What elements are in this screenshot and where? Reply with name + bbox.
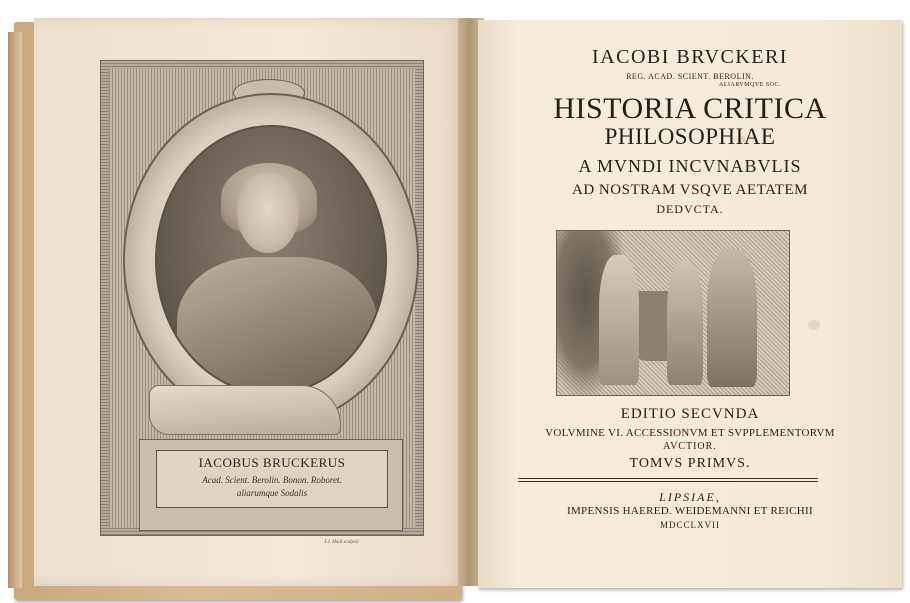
artist-signature: J.J. Haid sculpsit <box>324 540 359 545</box>
portrait-oval <box>155 125 387 395</box>
rule <box>518 481 818 482</box>
pedestal <box>139 439 403 531</box>
place-line: LIPSIAE, <box>659 490 721 504</box>
title-line-2: PHILOSOPHIAE <box>604 124 776 149</box>
engraving-background <box>109 69 415 527</box>
publisher-line: IMPENSIS HAERED. WEIDEMANNI ET REICHII <box>567 505 813 517</box>
robe <box>177 257 377 395</box>
title-line-5: DEDVCTA. <box>656 202 724 216</box>
portrait-subtitle-2: aliarumque Sodalis <box>236 488 308 498</box>
academy-line-2: ALIARVMQVE SOC. <box>718 82 782 88</box>
tome-line: TOMVS PRIMVS. <box>629 456 751 471</box>
auctior-line: AVCTIOR. <box>663 441 717 452</box>
figure-right <box>707 249 757 387</box>
author-name: IACOBI BRVCKERI <box>592 46 788 68</box>
face <box>237 173 299 253</box>
frontispiece-page <box>34 18 464 586</box>
oval-frame <box>123 93 419 427</box>
portrait-engraving <box>100 60 424 536</box>
figure-center <box>667 261 703 385</box>
cover-edge <box>8 32 22 588</box>
figure-left <box>599 255 639 385</box>
academy-line: REG. ACAD. SCIENT. BEROLIN. <box>626 72 754 81</box>
portrait-subtitle-1: Acad. Scient. Berolin. Bonon. Roboret. <box>202 475 342 485</box>
rule <box>518 478 818 479</box>
portrait-caption: IACOBUS BRUCKERUS <box>198 455 346 470</box>
year-line: MDCCLXVII <box>660 520 720 530</box>
foxing-spot <box>808 320 820 330</box>
open-book <box>8 4 904 598</box>
title-line-1: HISTORIA CRITICA <box>553 92 827 125</box>
edition-line: EDITIO SECVNDA <box>620 406 760 422</box>
allegorical-vignette <box>556 230 790 396</box>
volume-note: VOLVMINE VI. ACCESSIONVM ET SVPPLEMENTORVM <box>545 427 835 439</box>
title-line-3: A MVNDI INCVNABVLIS <box>578 156 802 176</box>
title-line-4: AD NOSTRAM VSQVE AETATEM <box>572 182 808 198</box>
drapery <box>149 385 341 435</box>
inscription-tablet <box>156 450 388 508</box>
title-page <box>478 20 902 588</box>
